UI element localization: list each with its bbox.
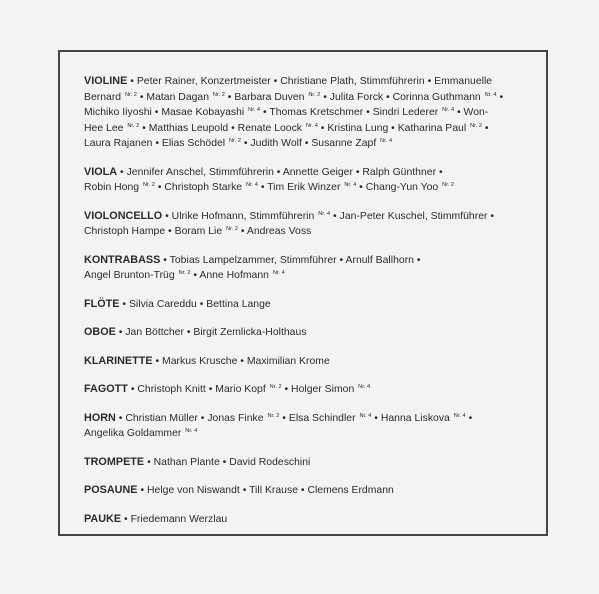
instrument-name: VIOLA	[84, 165, 118, 178]
member-text: • Judith Wolf • Susanne Zapf	[240, 138, 380, 149]
member-text: • Ulrike Hofmann, Stimmführerin	[162, 210, 318, 222]
roster-line	[84, 74, 534, 90]
roster-line	[84, 297, 534, 313]
section-pauke	[84, 512, 534, 528]
roster-line	[84, 253, 534, 269]
roster-line	[84, 382, 534, 398]
roster-line	[84, 136, 534, 152]
member-text: Bernard	[84, 91, 125, 103]
number-marker: Nr. 2	[229, 138, 241, 144]
section-horn	[84, 411, 534, 442]
member-text: • Nathan Plante • David Rodeschini	[144, 456, 311, 468]
member-text: Laura Rajanen • Elias Schödel	[84, 138, 229, 149]
member-text: • Barbara Duven	[224, 91, 308, 103]
section-violoncello	[84, 209, 534, 240]
number-marker: Nr. 4	[272, 270, 285, 276]
member-text: •	[481, 122, 489, 134]
member-text: • Christoph Starke	[154, 182, 245, 193]
member-text: • Anne Hofmann	[190, 270, 272, 281]
number-marker: Nr. 4	[344, 182, 357, 188]
section-trompete	[84, 455, 534, 471]
roster-line	[84, 354, 534, 370]
number-marker: Nr. 4	[442, 107, 455, 113]
member-text: • Jan-Peter Kuschel, Stimmführer •	[330, 210, 495, 222]
number-marker: Nr. 2	[178, 270, 191, 276]
number-marker: Nr. 4	[380, 138, 393, 144]
roster-line	[84, 268, 534, 284]
section-posaune	[84, 483, 534, 499]
roster-line	[84, 105, 534, 121]
roster-line	[84, 180, 534, 196]
roster-line	[84, 325, 534, 341]
member-text: • Andreas Voss	[238, 226, 312, 237]
member-text: Robin Hong	[84, 182, 142, 193]
number-marker: Nr. 2	[442, 182, 455, 188]
member-text: • Peter Rainer, Konzertmeister • Christiane Plath, Stimmführerin • Emmanuelle	[127, 76, 493, 87]
number-marker: Nr. 2	[267, 412, 280, 419]
member-text: • Matan Dagan	[136, 91, 212, 103]
roster-line	[84, 512, 534, 528]
number-marker: Nr. 2	[308, 91, 321, 98]
member-text: Angel Brunton-Trüg	[84, 270, 178, 281]
member-text: Angelika Goldammer	[84, 428, 185, 439]
number-marker: Nr. 2	[212, 91, 225, 98]
member-text: • Markus Krusche • Maximilian Krome	[152, 355, 330, 367]
section-oboe	[84, 325, 534, 341]
instrument-name: PAUKE	[84, 512, 122, 525]
member-text: • Chang-Yun Yoo	[356, 182, 442, 193]
member-text: Christoph Hampe • Boram Lie	[84, 226, 226, 237]
number-marker: Nr. 4	[318, 210, 331, 217]
member-text: Michiko Iiyoshi • Masae Kobayashi	[84, 107, 248, 118]
member-text: • Silvia Careddu • Bettina Lange	[119, 298, 271, 310]
instrument-name: VIOLONCELLO	[84, 209, 163, 222]
number-marker: Nr. 2	[226, 226, 238, 232]
instrument-name: OBOE	[84, 326, 116, 338]
instrument-name: POSAUNE	[84, 484, 138, 496]
number-marker: Nr. 2	[142, 182, 155, 188]
number-marker: Nr. 4	[358, 384, 371, 390]
member-text: • Friedemann Werzlau	[121, 513, 228, 525]
member-text: • Jan Böttcher • Birgit Zemlicka-Holthaus	[115, 327, 307, 338]
number-marker: Nr. 4	[359, 412, 372, 419]
number-marker: Nr. 4	[185, 428, 198, 434]
roster-line	[84, 483, 534, 499]
section-viola	[84, 165, 534, 196]
roster-line	[84, 209, 534, 225]
member-text: • Tobias Lampelzammer, Stimmführer • Arnulf Ballhorn •	[160, 254, 421, 266]
member-text: • Kristina Lung • Katharina Paul	[317, 122, 470, 134]
number-marker: Nr. 2	[125, 91, 137, 98]
member-text: • Julita Forck • Corinna Guthmann	[320, 91, 484, 103]
section-klarinette	[84, 354, 534, 370]
roster-line	[84, 455, 534, 471]
orchestra-roster	[84, 74, 534, 540]
roster-line	[84, 121, 534, 137]
instrument-name: KONTRABASS	[84, 253, 161, 266]
instrument-name: VIOLINE	[84, 75, 128, 87]
instrument-name: KLARINETTE	[84, 354, 153, 367]
number-marker: Nr. 4	[484, 91, 497, 98]
member-text: • Christian Müller • Jonas Finke	[115, 412, 267, 424]
member-text: • Won-	[454, 107, 489, 118]
roster-line	[84, 411, 534, 427]
member-text: •	[465, 412, 473, 424]
member-text: • Hanna Liskova	[371, 412, 453, 424]
section-violine	[84, 74, 534, 152]
member-text: • Thomas Kretschmer • Sindri Lederer	[260, 107, 442, 118]
section-kontrabass	[84, 253, 534, 284]
roster-line	[84, 224, 534, 240]
number-marker: Nr. 4	[246, 182, 258, 188]
roster-line	[84, 165, 534, 181]
member-text: • Holger Simon	[281, 384, 358, 395]
section-fagott	[84, 382, 534, 398]
roster-line	[84, 90, 534, 106]
number-marker: Nr. 4	[453, 412, 466, 419]
instrument-name: TROMPETE	[84, 455, 145, 468]
roster-line	[84, 426, 534, 442]
member-text: • Jennifer Anschel, Stimmführerin • Annette Geiger • Ralph Günthner •	[117, 166, 443, 178]
member-text: • Helge von Niswandt • Till Krause • Clemens Erdmann	[137, 485, 394, 496]
member-text: • Christoph Knitt • Mario Kopf	[127, 384, 269, 395]
number-marker: Nr. 2	[269, 384, 282, 390]
roster-frame	[58, 50, 548, 536]
member-text: •	[496, 91, 504, 103]
instrument-name: FAGOTT	[84, 383, 128, 395]
member-text: • Tim Erik Winzer	[257, 182, 344, 193]
number-marker: Nr. 4	[305, 122, 318, 129]
member-text: • Matthias Leupold • Renate Loock	[139, 122, 305, 134]
number-marker: Nr. 4	[248, 107, 261, 113]
member-text: • Elsa Schindler	[279, 412, 359, 424]
number-marker: Nr. 2	[470, 122, 482, 129]
instrument-name: HORN	[84, 411, 116, 424]
section-flöte	[84, 297, 534, 313]
number-marker: Nr. 2	[127, 122, 140, 129]
member-text: Hee Lee	[84, 122, 127, 134]
instrument-name: FLÖTE	[84, 297, 120, 310]
